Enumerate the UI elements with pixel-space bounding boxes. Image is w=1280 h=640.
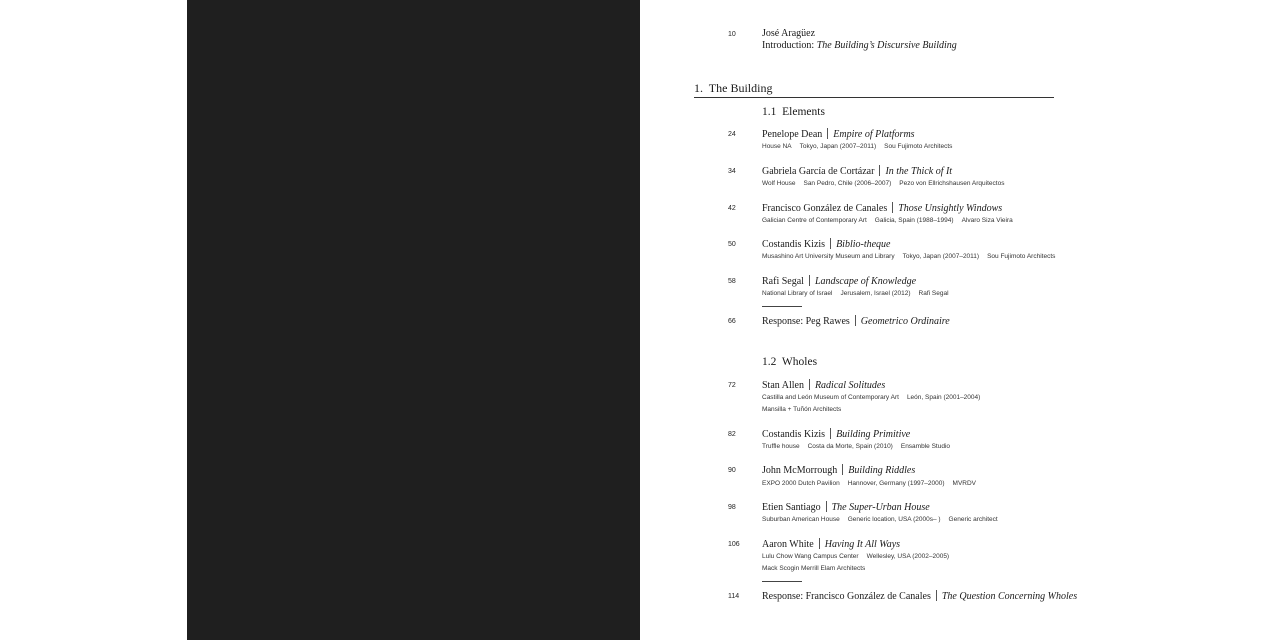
toc-entry-title: Etien Santiago The Super-Urban House [762,502,930,513]
page-number: 24 [728,131,736,138]
page-number: 90 [728,467,736,474]
page-number: 72 [728,382,736,389]
page-number: 66 [728,318,736,325]
toc-entry-title: John McMorrough Building Riddles [762,465,916,476]
page-number: 114 [728,593,740,600]
toc-entry-meta: Musashino Art University Museum and Library Tokyo, Japan (2007–2011) Sou Fujimoto Architects [762,253,1056,260]
page-number: 42 [728,205,736,212]
section-heading-elements: 1.1 Elements [762,106,825,118]
page-number: 106 [728,541,740,548]
toc-entry-title: Response: Peg Rawes Geometrico Ordinaire [762,316,950,327]
intro-author: José Aragüez [762,28,816,39]
toc-entry-meta: Mansilla + Tuñón Architects [762,406,842,413]
toc-entry-meta: Lulu Chow Wang Campus Center Wellesley, USA (2002–2005) [762,553,950,560]
page-number: 34 [728,168,736,175]
toc-entry-title: Costandis Kizis Building Primitive [762,429,911,440]
left-page-dark [187,0,640,640]
toc-entry-title: Costandis Kizis Biblio-theque [762,239,891,250]
toc-entry-meta: Wolf House San Pedro, Chile (2006–2007) Pezo von Ellrichshausen Arquitectos [762,180,1005,187]
page-number: 82 [728,431,736,438]
section-heading-wholes: 1.2 Wholes [762,356,818,368]
toc-entry-title: Francisco González de Canales Those Unsightly Windows [762,203,1003,214]
toc-entry-meta: Truffle house Costa da Morte, Spain (2010) Ensamble Studio [762,443,950,450]
toc-entry-title: Response: Francisco González de Canales The Question Concerning Wholes [762,591,1078,602]
part-heading: 1. The Building [694,81,1054,98]
toc-entry-meta: House NA Tokyo, Japan (2007–2011) Sou Fujimoto Architects [762,143,953,150]
page-number: 10 [728,31,736,38]
toc-entry-meta: EXPO 2000 Dutch Pavilion Hannover, Germany (1997–2000) MVRDV [762,480,977,487]
page-number: 58 [728,278,736,285]
toc-entry-title: Gabriela García de Cortázar In the Thick of It [762,166,953,177]
toc-entry-meta: National Library of Israel Jerusalem, Israel (2012) Rafi Segal [762,290,949,297]
divider [762,581,802,582]
divider [762,306,802,307]
toc-entry-title: Penelope Dean Empire of Platforms [762,129,915,140]
toc-entry-title: Stan Allen Radical Solitudes [762,380,886,391]
intro-title: Introduction: The Building’s Discursive Building [762,40,957,51]
toc-entry-meta: Suburban American House Generic location, USA (2000s– ) Generic architect [762,516,998,523]
toc-entry-meta: Castilla and León Museum of Contemporary Art León, Spain (2001–2004) [762,394,981,401]
toc-entry-title: Aaron White Having It All Ways [762,539,901,550]
toc-entry-meta: Galician Centre of Contemporary Art Galicia, Spain (1988–1994) Alvaro Siza Vieira [762,217,1013,224]
toc-entry-title: Rafi Segal Landscape of Knowledge [762,276,917,287]
page-number: 50 [728,241,736,248]
page-number: 98 [728,504,736,511]
toc-entry-meta: Mack Scogin Merrill Elam Architects [762,565,866,572]
